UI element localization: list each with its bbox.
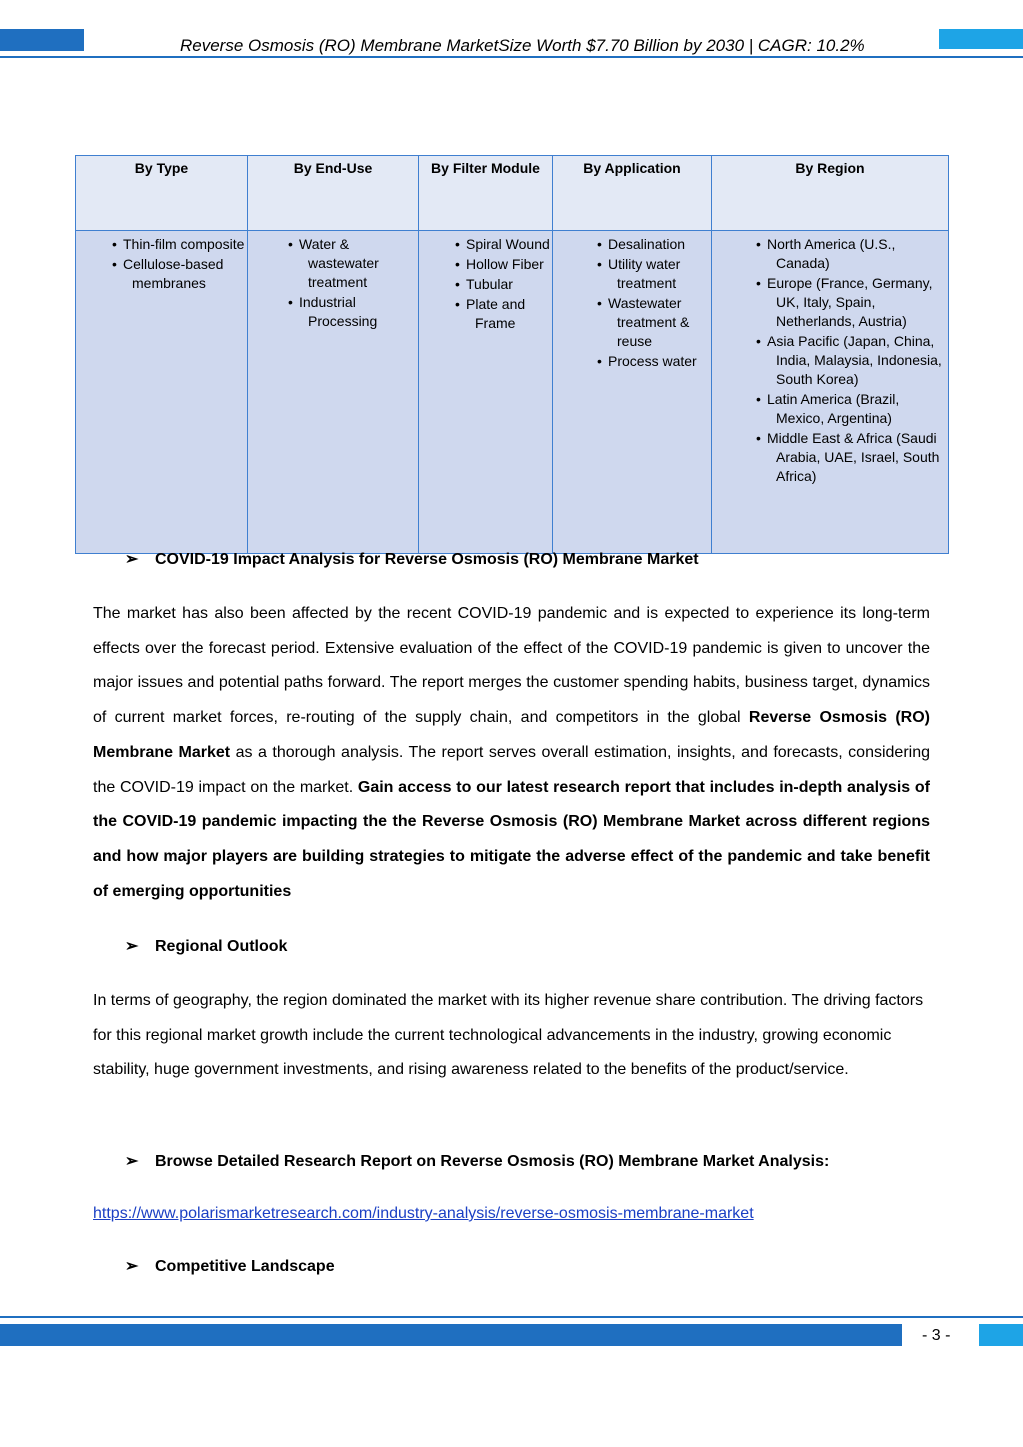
footer-rule [0,1316,1023,1318]
list-item: • Plate and Frame [455,296,526,331]
heading-by-filter-module: By Filter Module [419,156,553,231]
list-item: • Wastewater treatment & reuse [597,295,690,349]
arrow-bullet-icon: ➢ [125,938,139,955]
heading-by-type: By Type [76,156,248,231]
arrow-bullet-icon: ➢ [125,1153,139,1170]
footer-accent-right [979,1324,1023,1346]
footer-accent-bar [0,1324,902,1346]
list-item: • Tubular [455,276,513,292]
list-item: • Hollow Fiber [455,256,544,272]
heading-by-region: By Region [712,156,949,231]
cell-by-end-use [248,231,419,554]
arrow-bullet-icon: ➢ [125,551,139,568]
list-item: • Europe (France, Germany, UK, Italy, Spain, Netherlands, Austria) [756,275,933,329]
heading-by-application: By Application [553,156,712,231]
list-item: • Spiral Wound [455,236,550,252]
regional-paragraph: In terms of geography, the region dominated the market with its higher revenue share contribution. The driving factors for this regional market growth include the current technological advancements in the industry, growing economic stability, huge government investments, and rising awareness related to the benefits of the product/service. [93,992,924,1079]
arrow-bullet-icon: ➢ [125,1258,139,1275]
list-item: • Cellulose-based membranes [112,256,224,291]
list-item: • Latin America (Brazil, Mexico, Argentina) [756,391,900,426]
covid-paragraph: The market has also been affected by the recent COVID-19 pandemic and is expected to experience its long-term effects over the forecast period. Extensive evaluation of the effect of the COVID-19 pandemic is given to uncover the major issues and potential paths forward. The report merges the customer spending habits, business target, dynamics of current market forces, re-routing of the supply chain, and competitors in the global Reverse Osmosis (RO) Membrane Market as a thorough analysis. The report serves overall estimation, insights, and forecasts, considering the COVID-19 impact on the market. Gain access to our latest research report that includes in-depth analysis of the COVID-19 pandemic impacting the the Reverse Osmosis (RO) Membrane Market across different regions and how major players are building strategies to mitigate the adverse effect of the pandemic and take benefit of emerging opportunities [93,605,931,900]
cell-by-region [712,231,949,554]
cell-by-filter-module [419,231,553,554]
header-accent-left [0,29,84,51]
list-item: • Process water [597,353,697,369]
regional-heading: ➢ Regional Outlook [125,938,288,955]
list-item: • Utility water treatment [597,256,681,291]
header-rule [0,56,1023,58]
list-item: • Industrial Processing [288,294,378,329]
header-accent-right [939,29,1023,49]
covid-heading: ➢ COVID-19 Impact Analysis for Reverse Osmosis (RO) Membrane Market [125,551,699,568]
header-title: Reverse Osmosis (RO) Membrane MarketSize Worth $7.70 Billion by 2030 | CAGR: 10.2% [180,36,865,55]
list-item: • Thin-film composite [112,236,245,252]
list-item: • North America (U.S., Canada) [756,236,896,271]
list-item: • Water & wastewater treatment [288,236,379,290]
segmentation-header-row [76,156,949,231]
list-item: • Middle East & Africa (Saudi Arabia, UAE, Israel, South Africa) [756,430,940,484]
browse-heading: ➢ Browse Detailed Research Report on Reverse Osmosis (RO) Membrane Market Analysis: [125,1153,830,1170]
page-number: - 3 - [922,1327,951,1344]
cell-by-type [76,231,248,554]
cell-by-application [553,231,712,554]
list-item: • Asia Pacific (Japan, China, India, Malaysia, Indonesia, South Korea) [756,333,942,387]
segmentation-table [75,155,949,554]
list-item: • Desalination [597,236,686,252]
heading-by-end-use: By End-Use [248,156,419,231]
report-link[interactable]: https://www.polarismarketresearch.com/industry-analysis/reverse-osmosis-membrane-market [93,1205,754,1222]
segmentation-body-row [76,231,949,554]
competitive-heading: ➢ Competitive Landscape [125,1258,335,1275]
